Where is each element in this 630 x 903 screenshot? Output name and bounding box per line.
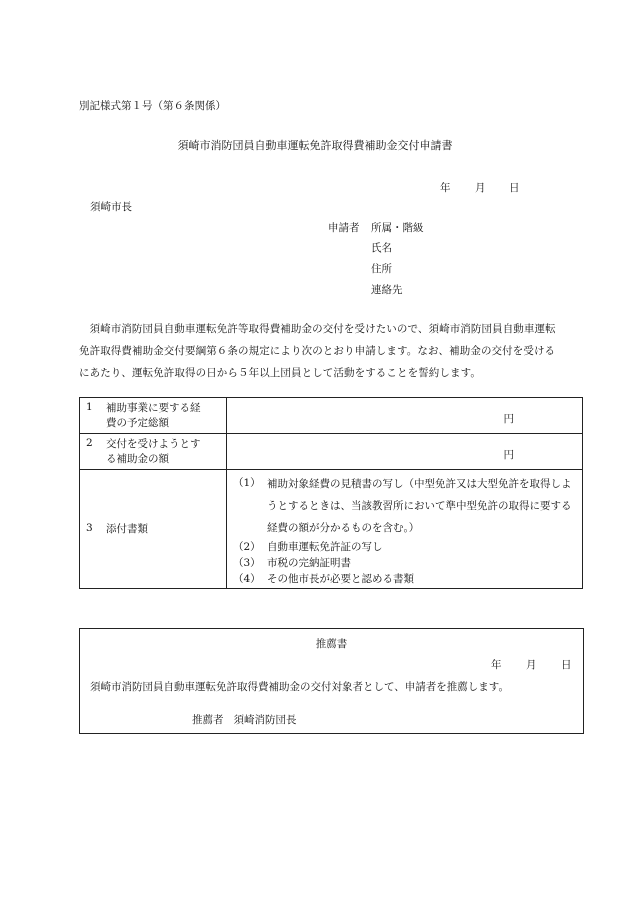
- recommendation-box: [79, 628, 584, 734]
- recommendation-text: 須崎市消防団員自動車運転免許取得費補助金の交付対象者として、申請者を推薦します。: [90, 681, 509, 693]
- applicant-field-contact: 連絡先: [371, 284, 403, 296]
- list-item: [233, 555, 578, 571]
- table-row: [80, 434, 583, 470]
- date-month-label: 月: [475, 182, 486, 194]
- recommendation-heading: 推薦書: [315, 638, 348, 650]
- estimated-cost-field[interactable]: 円: [227, 398, 583, 434]
- list-item-text: 市税の完納証明書: [267, 557, 351, 569]
- row-label: 交付を受けようとする補助金の額: [106, 437, 201, 465]
- attachments-cell: [227, 470, 583, 589]
- applicant-label: 申請者: [328, 222, 360, 234]
- list-item-text: その他市長が必要と認める書類: [267, 573, 414, 585]
- recommender-name: 須崎消防団長: [233, 714, 297, 726]
- subsidy-amount-field[interactable]: 円: [227, 434, 583, 470]
- list-item: [233, 571, 578, 587]
- row-label-cell: [80, 434, 227, 470]
- table-row: [80, 470, 583, 589]
- application-table: [79, 397, 583, 589]
- recommender-label: 推薦者: [192, 714, 224, 726]
- recommendation-day-label: 日: [561, 659, 572, 671]
- list-item-text: 補助対象経費の見積書の写し（中型免許又は大型免許を取得しようとするときは、当該教習所において準中型免許の取得に要する経費の額が分かるものを含む。）: [267, 478, 572, 534]
- application-body-text: 須崎市消防団員自動車運転免許等取得費補助金の交付を受けたいので、須崎市消防団員自動車運転免許取得費補助金交付要綱第６条の規定により次のとおり申請します。なお、補助金の交付を受けるにあたり、運転免許取得の日から５年以上団員として活動をすることを誓約します。: [79, 323, 556, 379]
- list-item-number: （2）: [233, 541, 261, 553]
- row-number: 3: [86, 521, 93, 534]
- addressee: 須崎市長: [90, 201, 132, 213]
- list-item-number: （1）: [233, 477, 261, 489]
- row-label-cell: [80, 470, 227, 589]
- table-row: [80, 398, 583, 434]
- recommender: [192, 712, 297, 727]
- row-label: 添付書類: [106, 522, 148, 535]
- form-number-label: 別記様式第１号（第６条関係）: [79, 100, 226, 112]
- list-item-number: （4）: [233, 573, 261, 585]
- list-item: [233, 473, 578, 539]
- recommendation-year-label: 年: [491, 659, 502, 671]
- recommendation-month-label: 月: [526, 659, 537, 671]
- document-title: 須崎市消防団員自動車運転免許取得費補助金交付申請書: [177, 139, 453, 152]
- row-number: 1: [86, 400, 93, 413]
- applicant-field-name: 氏名: [371, 242, 392, 254]
- date-day-label: 日: [509, 182, 520, 194]
- list-item: [233, 539, 578, 555]
- row-label-cell: [80, 398, 227, 434]
- list-item-number: （3）: [233, 557, 261, 569]
- date-year-label: 年: [440, 182, 451, 194]
- list-item-text: 自動車運転免許証の写し: [267, 541, 383, 553]
- applicant-field-address: 住所: [371, 263, 392, 275]
- row-label: 補助事業に要する経費の予定総額: [106, 401, 201, 429]
- row-number: 2: [86, 436, 93, 449]
- applicant-field-affiliation: 所属・階級: [371, 222, 424, 234]
